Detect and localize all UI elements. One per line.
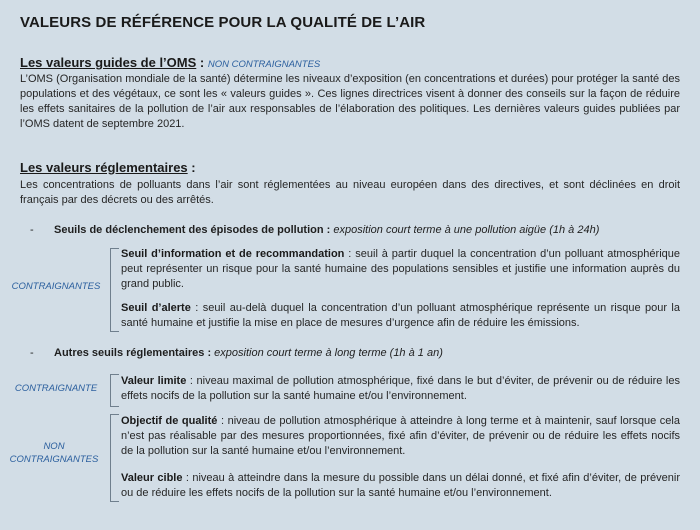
valeur-cible-term: Valeur cible <box>121 472 183 484</box>
group2-status-label: CONTRAIGNANTE <box>14 383 98 394</box>
oms-heading-row <box>20 54 680 72</box>
reg-heading-row <box>20 159 680 177</box>
bullet-autres-subtitle: exposition court terme à long terme (1h à 1 an) <box>211 347 443 359</box>
seuil-alerte-term: Seuil d’alerte <box>121 302 191 314</box>
objectif-qualite-item <box>121 414 680 459</box>
group2-bracket <box>110 374 119 407</box>
valeur-cible-item <box>121 471 680 501</box>
objectif-qualite-definition: : niveau de pollution atmosphérique à atteindre à long terme et à maintenir, sauf lorsque cela n’est pas réalisable par des mesures proportionnées, fixé afin d’éviter, de prévenir ou de réduire les effets nocifs de la pollution sur la santé humaine et/ou l’environnement. <box>121 415 680 457</box>
bullet-episodes-title: Seuils de déclenchement des épisodes de pollution : <box>54 224 331 236</box>
valeur-limite-definition: : niveau maximal de pollution atmosphérique, fixé dans le but d’éviter, de prévenir ou de réduire les effets nocifs de la pollution sur la santé humaine et/ou l’environnement. <box>121 375 680 402</box>
group3-status-label <box>2 440 106 466</box>
reg-paragraph: Les concentrations de polluants dans l’air sont réglementées au niveau européen dans des directives, et sont déclinées en droit français par des décrets ou des arrêtés. <box>20 179 680 206</box>
oms-paragraph: L’OMS (Organisation mondiale de la santé) détermine les niveaux d’exposition (en concentrations et durées) pour protéger la santé des populations et des végétaux, ce sont les « valeurs guides ». Ces lignes directrices visent à donner des conseils sur la façon de réduire les effets sanitaires de la pollution de l’air aux responsables de l’élaboration des politiques. Les dernières valeurs guides publiées par l’OMS datent de septembre 2021. <box>20 73 680 130</box>
seuil-alerte-item <box>121 301 680 331</box>
bullet-dash: - <box>30 224 34 236</box>
seuil-information-item <box>121 247 680 292</box>
reg-heading-separator: : <box>187 160 196 175</box>
group1-bracket <box>110 248 119 332</box>
oms-heading-separator: : <box>196 55 208 70</box>
valeur-cible-definition: : niveau à atteindre dans la mesure du possible dans un délai donné, et fixé afin d’éviter, de prévenir ou de réduire les effets nocifs de la pollution sur la santé humaine et/ou l’environnement. <box>121 472 680 499</box>
group3-label-line2: CONTRAIGNANTES <box>9 454 99 465</box>
seuil-information-term: Seuil d’information et de recommandation <box>121 248 345 260</box>
oms-status-tag: NON CONTRAIGNANTES <box>207 59 321 70</box>
group3-bracket <box>110 414 119 502</box>
valeur-limite-term: Valeur limite <box>121 375 187 387</box>
reg-heading: Les valeurs réglementaires <box>20 160 188 175</box>
bullet-autres-seuils <box>30 347 690 359</box>
bullet-episodes-subtitle: exposition court terme à une pollution aigüe (1h à 24h) <box>330 224 600 236</box>
seuil-alerte-definition: : seuil au-delà duquel la concentration d’un polluant atmosphérique représente un risque pour la santé humaine et justifie la mise en place de mesures d’urgence afin de réduire les émissions. <box>121 302 680 329</box>
bullet-autres-title: Autres seuils réglementaires : <box>54 347 212 359</box>
bullet-dash: - <box>30 347 34 359</box>
seuil-information-definition: : seuil à partir duquel la concentration d’un polluant atmosphérique peut représenter un risque pour la santé humaine des populations sensibles et justifie une information auprès du grand public. <box>121 248 680 290</box>
oms-heading: Les valeurs guides de l’OMS <box>20 55 197 70</box>
group1-status-label: CONTRAIGNANTES <box>11 281 101 292</box>
page-title: VALEURS DE RÉFÉRENCE POUR LA QUALITÉ DE L’AIR <box>20 14 426 31</box>
group3-label-line1: NON <box>43 441 65 452</box>
valeur-limite-item <box>121 374 680 404</box>
objectif-qualite-term: Objectif de qualité <box>121 415 218 427</box>
bullet-episodes <box>30 224 690 236</box>
